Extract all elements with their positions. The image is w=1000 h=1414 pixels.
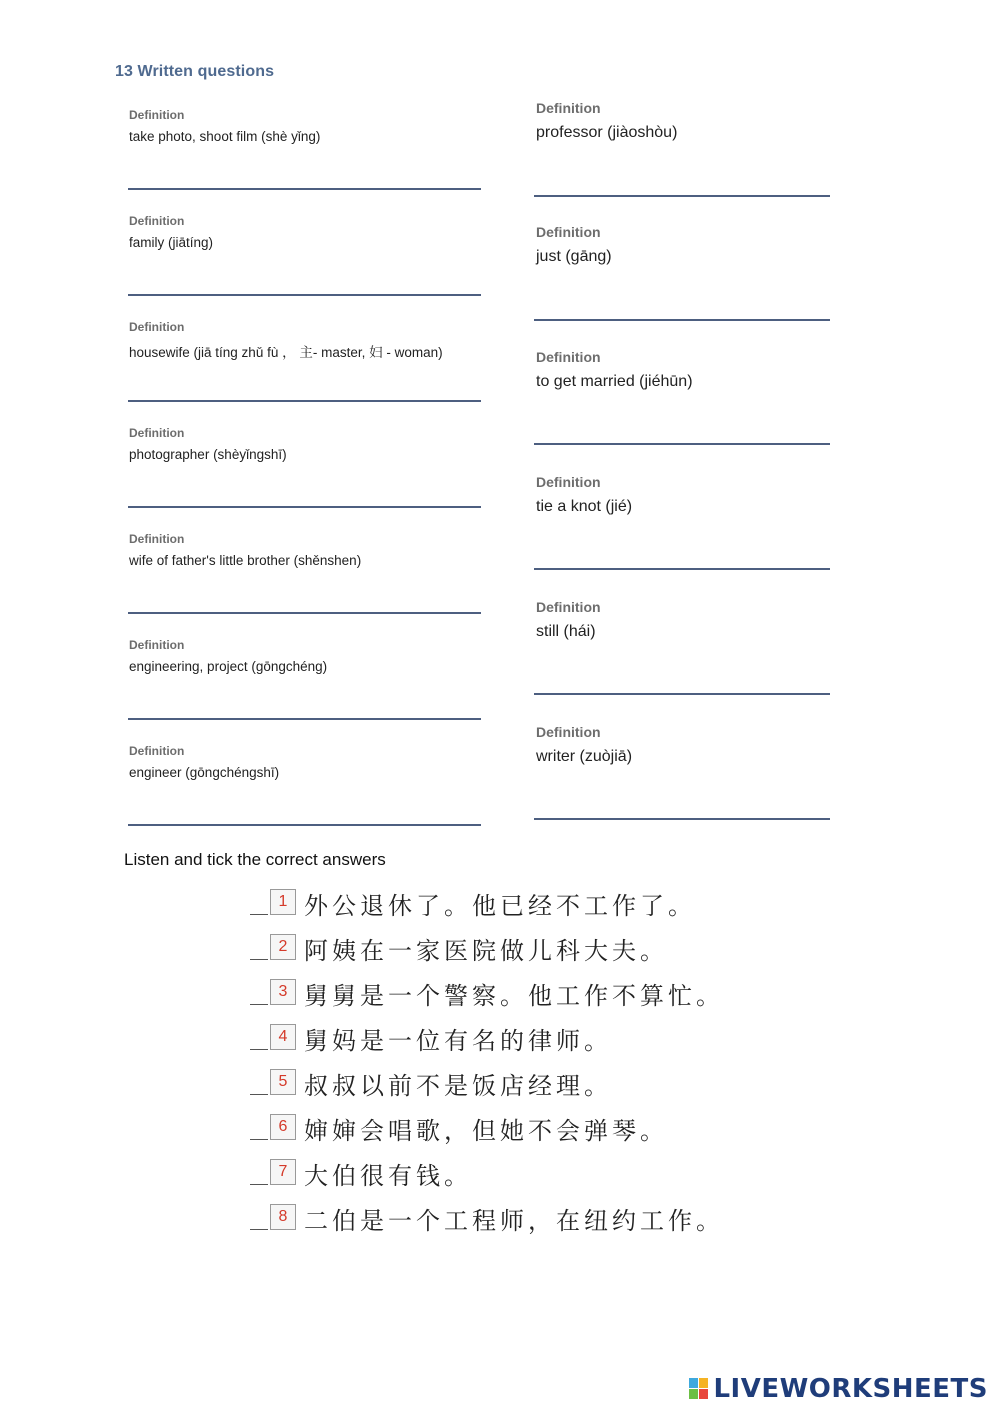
answer-input[interactable] bbox=[534, 307, 830, 321]
answer-input[interactable] bbox=[128, 282, 481, 296]
definition-card bbox=[129, 532, 361, 568]
answer-input[interactable] bbox=[128, 176, 481, 190]
answer-input[interactable] bbox=[534, 556, 830, 570]
definition-text: just (gāng) bbox=[536, 248, 612, 265]
sentence-number: 8 bbox=[270, 1204, 296, 1230]
answer-input[interactable] bbox=[128, 494, 481, 508]
definition-card bbox=[129, 320, 443, 361]
tick-checkbox[interactable] bbox=[250, 982, 268, 1005]
sentence-number: 2 bbox=[270, 934, 296, 960]
definition-text: family (jiātíng) bbox=[129, 235, 214, 250]
definition-card bbox=[129, 426, 287, 462]
tick-checkbox[interactable] bbox=[250, 937, 268, 960]
definition-card bbox=[536, 349, 693, 391]
logo-text: LIVEWORKSHEETS bbox=[713, 1374, 988, 1404]
sentence-text: 大伯很有钱。 bbox=[304, 1162, 472, 1190]
sentence-number: 3 bbox=[270, 979, 296, 1005]
tick-checkbox[interactable] bbox=[250, 1072, 268, 1095]
definition-label: Definition bbox=[129, 744, 185, 758]
definition-text: take photo, shoot film (shè yǐng) bbox=[129, 129, 321, 144]
definition-text: housewife (jiā tíng zhǔ fù ， 主- master, 妇 - woman) bbox=[129, 345, 443, 360]
definition-text: tie a knot (jié) bbox=[536, 498, 633, 515]
sentence-number: 1 bbox=[270, 889, 296, 915]
sentence-text: 外公退休了。他已经不工作了。 bbox=[304, 892, 696, 920]
answer-input[interactable] bbox=[534, 183, 830, 197]
sentence-number: 4 bbox=[270, 1024, 296, 1050]
sentence-number: 7 bbox=[270, 1159, 296, 1185]
definition-text: photographer (shèyǐngshī) bbox=[129, 447, 287, 462]
definition-label: Definition bbox=[129, 532, 185, 546]
definition-label: Definition bbox=[536, 224, 601, 240]
tick-checkbox[interactable] bbox=[250, 1162, 268, 1185]
sentence-text: 叔叔以前不是饭店经理。 bbox=[304, 1072, 612, 1100]
definition-label: Definition bbox=[536, 724, 601, 740]
definition-card bbox=[129, 108, 320, 144]
answer-input[interactable] bbox=[534, 681, 830, 695]
definition-label: Definition bbox=[129, 426, 185, 440]
definition-text: professor (jiàoshòu) bbox=[536, 124, 678, 141]
liveworksheets-logo bbox=[689, 1374, 988, 1404]
answer-input[interactable] bbox=[128, 812, 481, 826]
definition-card bbox=[129, 214, 213, 250]
definition-label: Definition bbox=[129, 320, 185, 334]
definition-card bbox=[536, 100, 677, 142]
sentence-text: 舅舅是一个警察。他工作不算忙。 bbox=[304, 982, 724, 1010]
definition-label: Definition bbox=[536, 599, 601, 615]
definition-label: Definition bbox=[129, 214, 185, 228]
definition-label: Definition bbox=[129, 638, 185, 652]
tick-checkbox[interactable] bbox=[250, 1207, 268, 1230]
sentence-text: 阿姨在一家医院做儿科大夫。 bbox=[304, 937, 668, 965]
sentence-text: 二伯是一个工程师，在纽约工作。 bbox=[304, 1207, 724, 1235]
definition-card bbox=[536, 724, 632, 766]
definition-text: wife of father's little brother (shěnshen) bbox=[129, 553, 362, 568]
answer-input[interactable] bbox=[128, 600, 481, 614]
sentence-number: 5 bbox=[270, 1069, 296, 1095]
definition-text: writer (zuòjiā) bbox=[536, 748, 633, 765]
tick-checkbox[interactable] bbox=[250, 1027, 268, 1050]
definition-label: Definition bbox=[536, 100, 601, 116]
definition-text: engineering, project (gōngchéng) bbox=[129, 659, 328, 674]
logo-grid-icon bbox=[689, 1378, 709, 1400]
answer-input[interactable] bbox=[534, 431, 830, 445]
definition-card bbox=[536, 224, 612, 266]
definition-text: to get married (jiéhūn) bbox=[536, 373, 693, 390]
definition-card bbox=[536, 599, 601, 641]
definition-text: still (hái) bbox=[536, 623, 596, 640]
sentence-number: 6 bbox=[270, 1114, 296, 1140]
sentence-text: 舅妈是一位有名的律师。 bbox=[304, 1027, 612, 1055]
section-title: 13 Written questions bbox=[115, 63, 275, 80]
definition-card bbox=[536, 474, 632, 516]
sentence-text: 婶婶会唱歌，但她不会弹琴。 bbox=[304, 1117, 668, 1145]
listen-instruction: Listen and tick the correct answers bbox=[124, 850, 386, 869]
tick-checkbox[interactable] bbox=[250, 892, 268, 915]
definition-label: Definition bbox=[129, 108, 185, 122]
definition-text: engineer (gōngchéngshī) bbox=[129, 765, 280, 780]
answer-input[interactable] bbox=[128, 388, 481, 402]
tick-checkbox[interactable] bbox=[250, 1117, 268, 1140]
definition-card bbox=[129, 744, 279, 780]
answer-input[interactable] bbox=[128, 706, 481, 720]
definition-card bbox=[129, 638, 327, 674]
answer-input[interactable] bbox=[534, 806, 830, 820]
definition-label: Definition bbox=[536, 474, 601, 490]
definition-label: Definition bbox=[536, 349, 601, 365]
